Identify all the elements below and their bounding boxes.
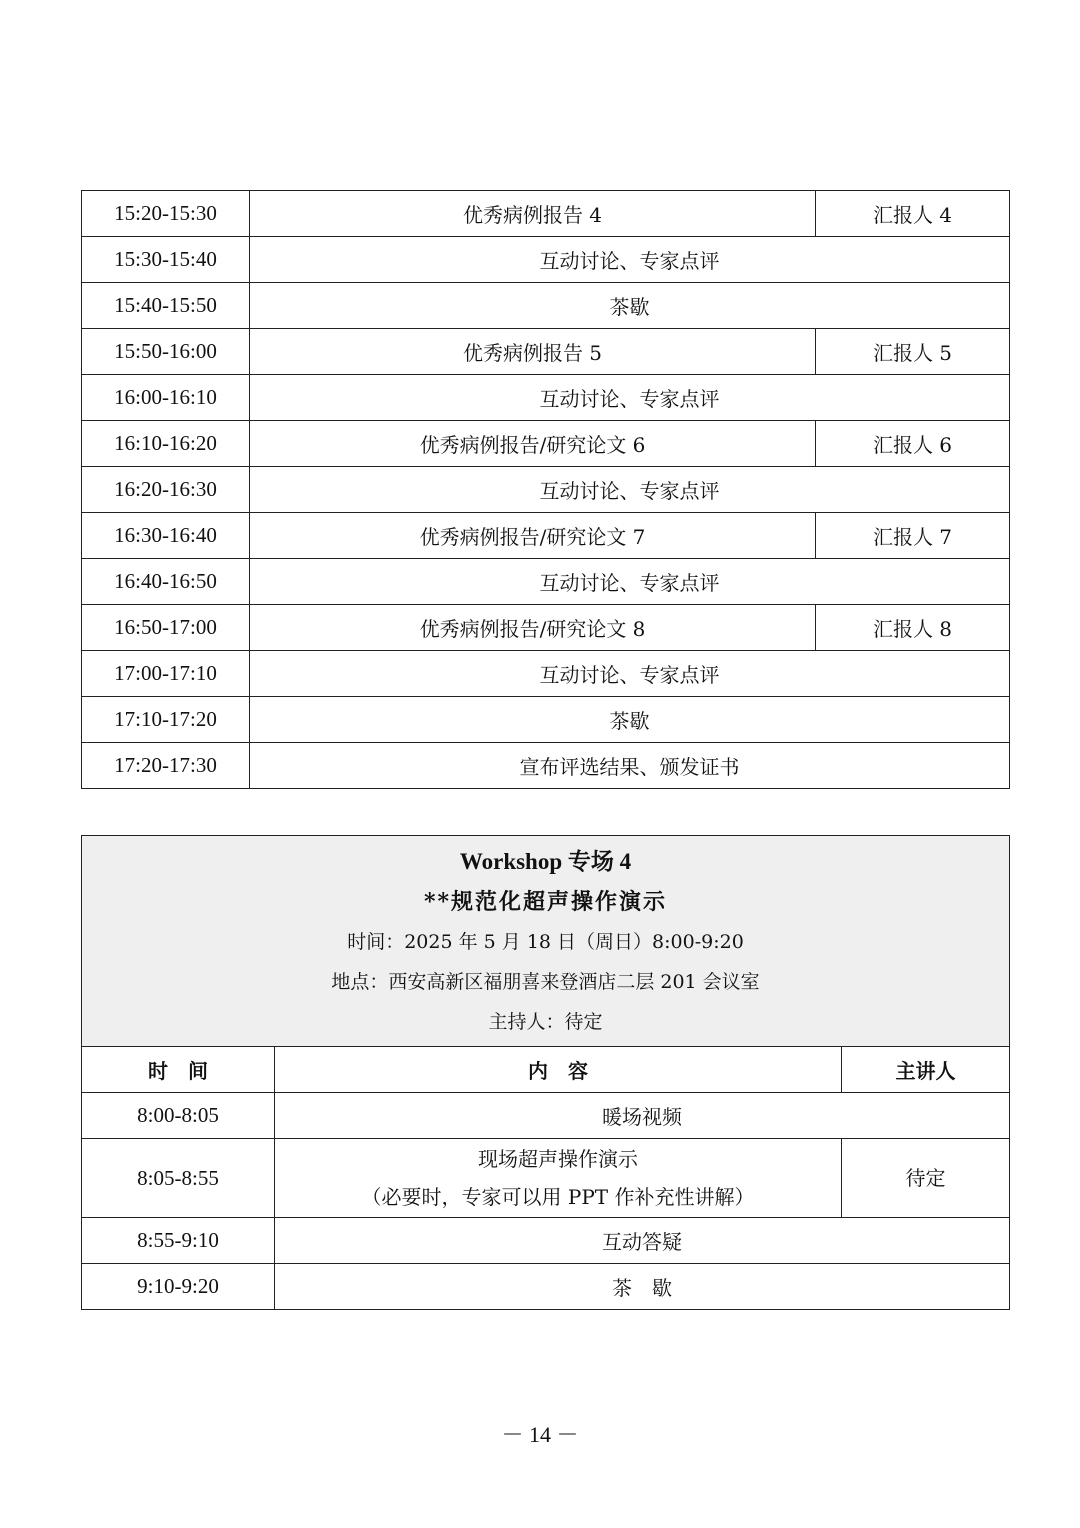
content-cell: 互动答疑	[275, 1218, 1010, 1264]
content-line-1: 现场超声操作演示	[478, 1147, 638, 1171]
table-row	[82, 1139, 1010, 1218]
table-row	[82, 651, 1010, 697]
content-cell	[275, 1139, 842, 1218]
table-row	[82, 513, 1010, 559]
content-cell: 互动讨论、专家点评	[250, 467, 1010, 513]
time-cell: 17:00-17:10	[82, 651, 250, 697]
workshop-header-row	[82, 836, 1010, 1047]
workshop-host: 主持人：待定	[488, 1011, 603, 1033]
speaker-cell: 待定	[842, 1139, 1010, 1218]
table-row	[82, 283, 1010, 329]
content-cell: 互动讨论、专家点评	[250, 237, 1010, 283]
workshop-title: Workshop 专场 4	[459, 849, 632, 874]
table-row	[82, 697, 1010, 743]
content-cell: 优秀病例报告 4	[250, 191, 816, 237]
content-cell: 优秀病例报告/研究论文 6	[250, 421, 816, 467]
time-cell: 15:30-15:40	[82, 237, 250, 283]
column-header-speaker: 主讲人	[842, 1047, 1010, 1093]
content-cell: 互动讨论、专家点评	[250, 651, 1010, 697]
workshop-time: 时间：2025 年 5 月 18 日（周日）8:00-9:20	[347, 931, 744, 953]
time-cell: 8:05-8:55	[82, 1139, 275, 1218]
workshop-schedule-table	[81, 835, 1010, 1310]
speaker-cell: 汇报人 4	[816, 191, 1010, 237]
table-row	[82, 421, 1010, 467]
table-row	[82, 1093, 1010, 1139]
workshop-subtitle: **规范化超声操作演示	[424, 889, 668, 915]
content-line-2: （必要时，专家可以用 PPT 作补充性讲解）	[361, 1185, 755, 1209]
table-row	[82, 559, 1010, 605]
time-cell: 9:10-9:20	[82, 1264, 275, 1310]
content-cell: 优秀病例报告 5	[250, 329, 816, 375]
table-row	[82, 1264, 1010, 1310]
content-cell: 茶歇	[250, 283, 1010, 329]
speaker-cell: 汇报人 7	[816, 513, 1010, 559]
workshop-header	[82, 836, 1010, 1047]
time-cell: 16:00-16:10	[82, 375, 250, 421]
time-cell: 15:20-15:30	[82, 191, 250, 237]
table-row	[82, 743, 1010, 789]
table-row	[82, 237, 1010, 283]
content-cell: 互动讨论、专家点评	[250, 559, 1010, 605]
time-cell: 17:10-17:20	[82, 697, 250, 743]
table-row	[82, 605, 1010, 651]
speaker-cell: 汇报人 8	[816, 605, 1010, 651]
page-number: － 14 －	[501, 1422, 579, 1447]
content-cell: 茶歇	[250, 697, 1010, 743]
content-cell: 优秀病例报告/研究论文 7	[250, 513, 816, 559]
table-row	[82, 467, 1010, 513]
time-cell: 15:40-15:50	[82, 283, 250, 329]
time-cell: 16:30-16:40	[82, 513, 250, 559]
table-row	[82, 191, 1010, 237]
time-cell: 8:00-8:05	[82, 1093, 275, 1139]
content-cell: 宣布评选结果、颁发证书	[250, 743, 1010, 789]
time-cell: 15:50-16:00	[82, 329, 250, 375]
table-row	[82, 375, 1010, 421]
speaker-cell: 汇报人 6	[816, 421, 1010, 467]
workshop-location: 地点：西安高新区福朋喜来登酒店二层 201 会议室	[331, 971, 760, 993]
time-cell: 8:55-9:10	[82, 1218, 275, 1264]
column-header-row	[82, 1047, 1010, 1093]
time-cell: 16:50-17:00	[82, 605, 250, 651]
table-row	[82, 329, 1010, 375]
column-header-time: 时 间	[82, 1047, 275, 1093]
content-cell: 茶 歇	[275, 1264, 1010, 1310]
column-header-content: 内 容	[275, 1047, 842, 1093]
time-cell: 17:20-17:30	[82, 743, 250, 789]
schedule-table-afternoon	[81, 190, 1010, 789]
content-cell: 优秀病例报告/研究论文 8	[250, 605, 816, 651]
time-cell: 16:40-16:50	[82, 559, 250, 605]
time-cell: 16:20-16:30	[82, 467, 250, 513]
table-row	[82, 1218, 1010, 1264]
time-cell: 16:10-16:20	[82, 421, 250, 467]
speaker-cell: 汇报人 5	[816, 329, 1010, 375]
content-cell: 暖场视频	[275, 1093, 1010, 1139]
content-cell: 互动讨论、专家点评	[250, 375, 1010, 421]
